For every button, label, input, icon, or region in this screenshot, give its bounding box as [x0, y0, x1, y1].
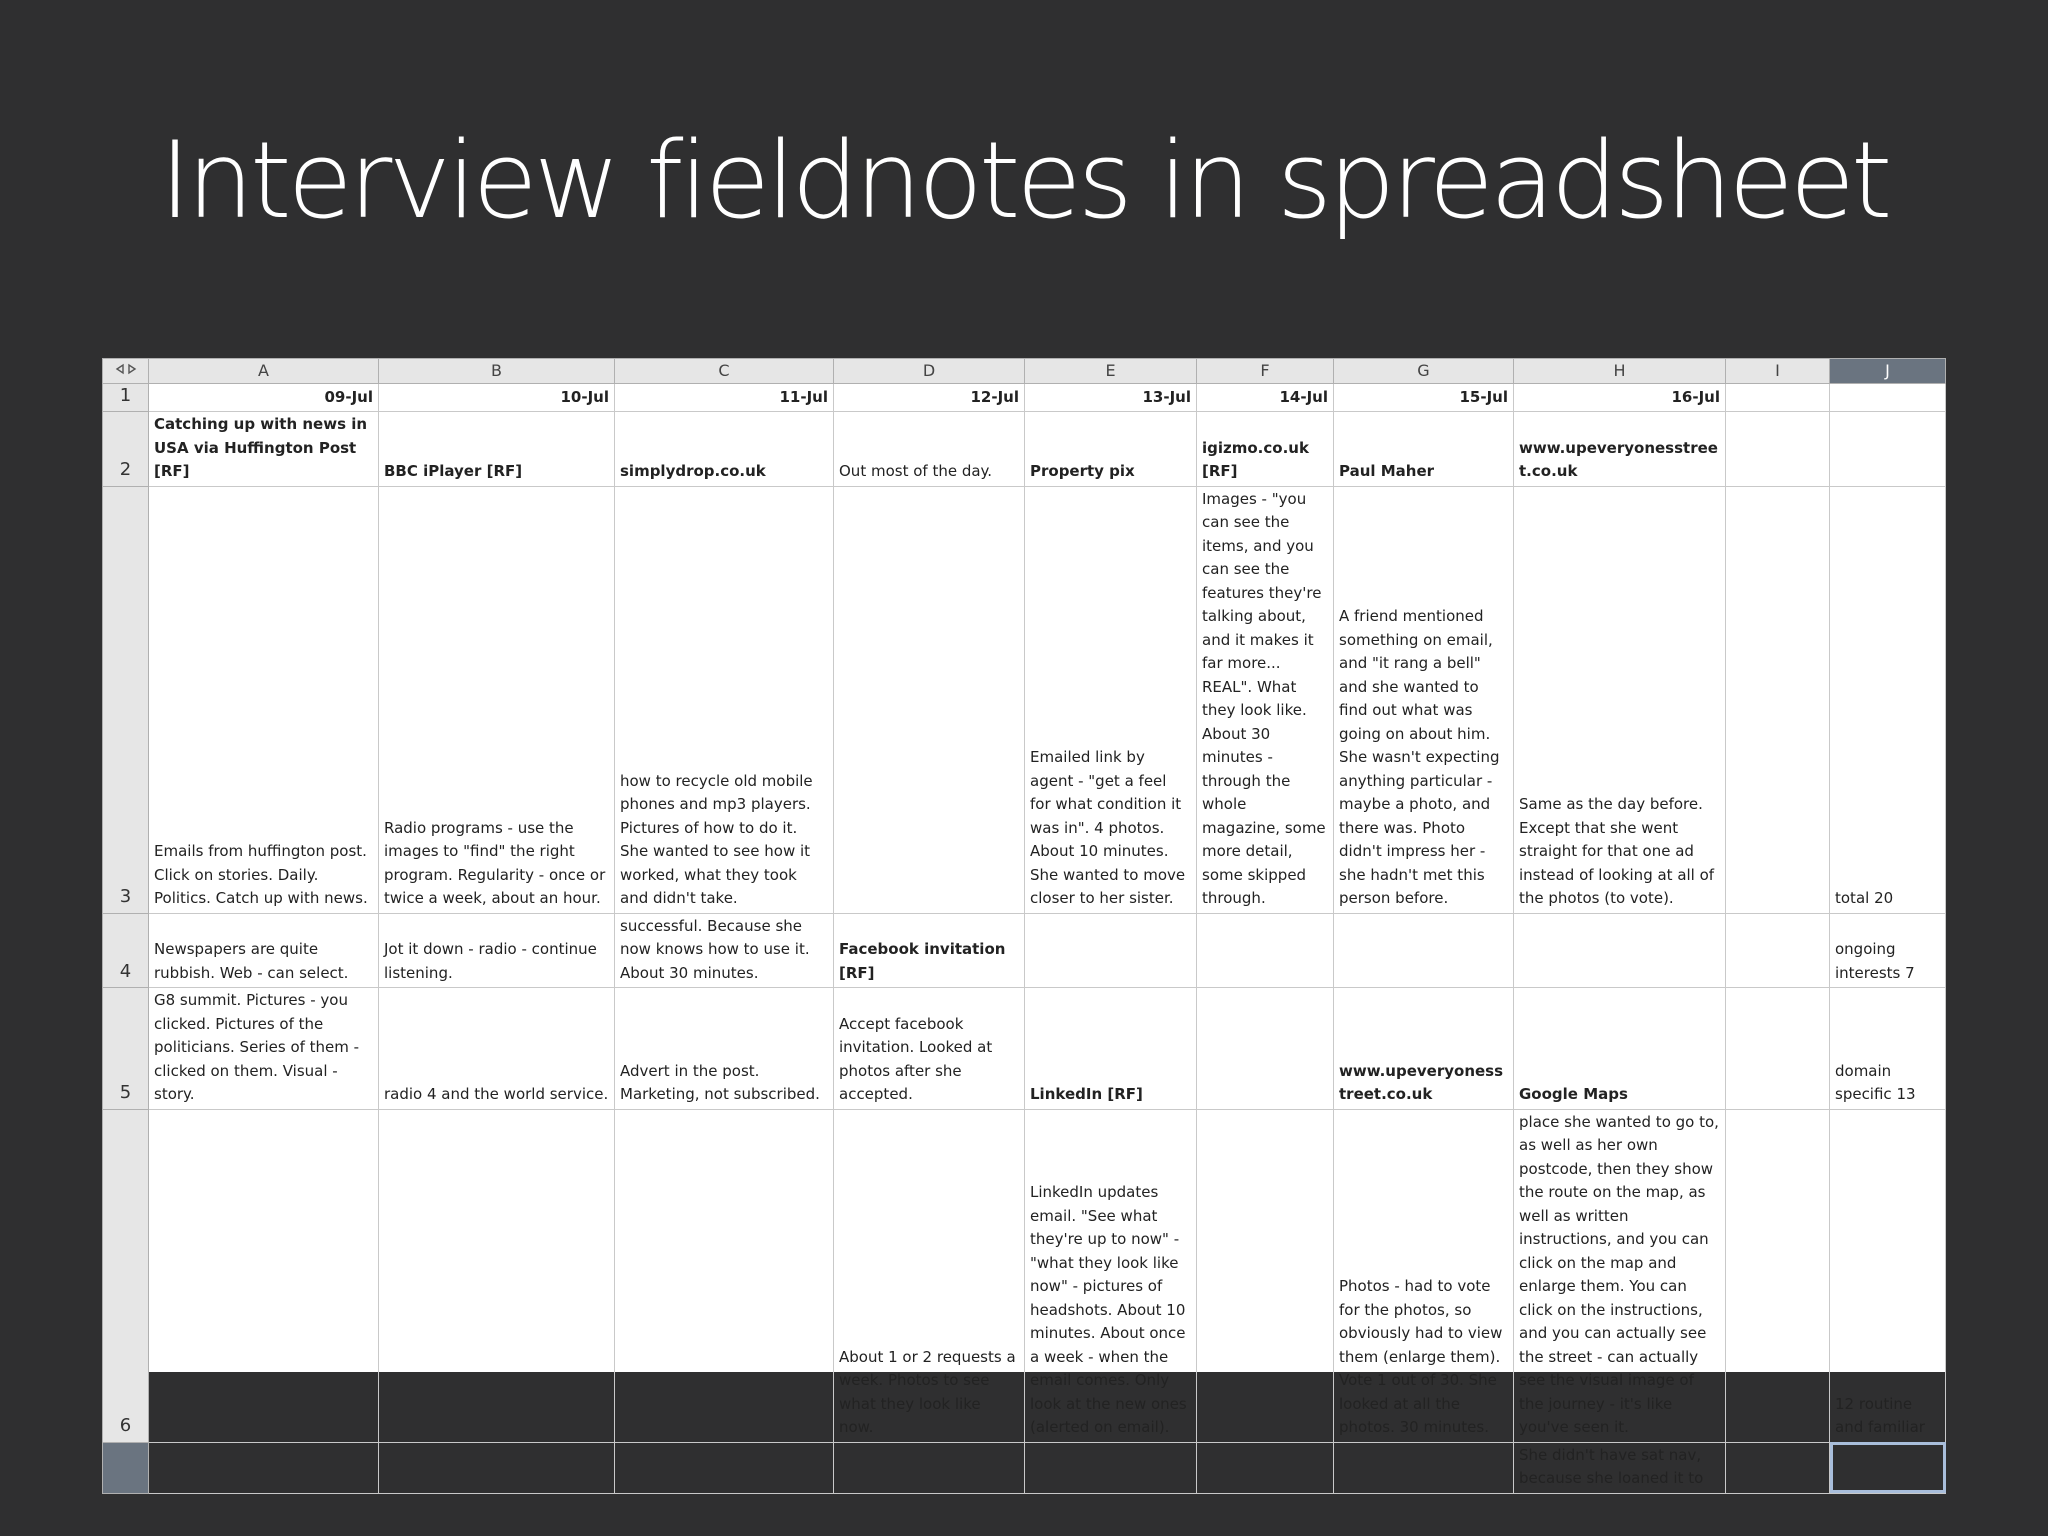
- cell-c2[interactable]: simplydrop.co.uk: [615, 412, 834, 487]
- cell-j7[interactable]: [1830, 1442, 1946, 1493]
- cell-d1[interactable]: 12-Jul: [834, 383, 1025, 412]
- cell-b3[interactable]: Radio programs - use the images to "find" the right program. Regularity - once or twice a week, about an hour.: [379, 486, 615, 913]
- cell-g3[interactable]: A friend mentioned something on email, and "it rang a bell" and she wanted to find out what was going on about him. She wasn't expecting anything particular - maybe a photo, and there was. Photo didn't impress her - she hadn't met this person before.: [1334, 486, 1514, 913]
- cell-f7[interactable]: [1197, 1442, 1334, 1493]
- cell-b6[interactable]: [379, 1109, 615, 1442]
- row-header-5[interactable]: 5: [103, 988, 149, 1110]
- slide-title: Interview fieldnotes in spreadsheet: [159, 119, 1889, 242]
- cell-j5[interactable]: domain specific 13: [1830, 988, 1946, 1110]
- cell-f5[interactable]: [1197, 988, 1334, 1110]
- column-header-j[interactable]: J: [1830, 359, 1946, 384]
- row-header-3[interactable]: 3: [103, 486, 149, 913]
- cell-a4[interactable]: Newspapers are quite rubbish. Web - can select.: [149, 913, 379, 988]
- row-header-4[interactable]: 4: [103, 913, 149, 988]
- cell-i3[interactable]: [1726, 486, 1830, 913]
- cell-j3[interactable]: total 20: [1830, 486, 1946, 913]
- select-all-corner[interactable]: [103, 359, 149, 384]
- column-header-d[interactable]: D: [834, 359, 1025, 384]
- cell-g7[interactable]: [1334, 1442, 1514, 1493]
- cell-d6[interactable]: About 1 or 2 requests a week. Photos to see what they look like now.: [834, 1109, 1025, 1442]
- spreadsheet-grid: [102, 358, 1946, 1494]
- cell-h4[interactable]: [1514, 913, 1726, 988]
- sheet-row-5: [103, 988, 1946, 1110]
- cell-h1[interactable]: 16-Jul: [1514, 383, 1726, 412]
- cell-e7[interactable]: [1025, 1442, 1197, 1493]
- cell-b4[interactable]: Jot it down - radio - continue listening.: [379, 913, 615, 988]
- cell-f6[interactable]: [1197, 1109, 1334, 1442]
- column-header-g[interactable]: G: [1334, 359, 1514, 384]
- cell-e3[interactable]: Emailed link by agent - "get a feel for what condition it was in". 4 photos. About 10 minutes. She wanted to move closer to her sister.: [1025, 486, 1197, 913]
- cell-f4[interactable]: [1197, 913, 1334, 988]
- row-header-7[interactable]: [103, 1442, 149, 1493]
- column-header-c[interactable]: C: [615, 359, 834, 384]
- cell-h5[interactable]: Google Maps: [1514, 988, 1726, 1110]
- cell-j1[interactable]: [1830, 383, 1946, 412]
- column-header-row: [103, 359, 1946, 384]
- column-header-f[interactable]: F: [1197, 359, 1334, 384]
- cell-g2[interactable]: Paul Maher: [1334, 412, 1514, 487]
- cell-h7[interactable]: She didn't have sat nav, because she loaned it to: [1514, 1442, 1726, 1493]
- cell-d3[interactable]: [834, 486, 1025, 913]
- cell-j6[interactable]: 12 routine and familiar: [1830, 1109, 1946, 1442]
- cell-i6[interactable]: [1726, 1109, 1830, 1442]
- cell-g6[interactable]: Photos - had to vote for the photos, so obviously had to view them (enlarge them). Vote 1 out of 30. She looked at all the photos. 30 minutes.: [1334, 1109, 1514, 1442]
- column-header-h[interactable]: H: [1514, 359, 1726, 384]
- cell-c4[interactable]: successful. Because she now knows how to use it. About 30 minutes.: [615, 913, 834, 988]
- cell-c5[interactable]: Advert in the post. Marketing, not subscribed.: [615, 988, 834, 1110]
- cell-g1[interactable]: 15-Jul: [1334, 383, 1514, 412]
- cell-e5[interactable]: LinkedIn [RF]: [1025, 988, 1197, 1110]
- column-header-b[interactable]: B: [379, 359, 615, 384]
- cell-a1[interactable]: 09-Jul: [149, 383, 379, 412]
- row-header-1[interactable]: 1: [103, 383, 149, 412]
- cell-a6[interactable]: [149, 1109, 379, 1442]
- select-all-icon: [114, 363, 138, 375]
- sheet-row-6: [103, 1109, 1946, 1442]
- cell-d5[interactable]: Accept facebook invitation. Looked at photos after she accepted.: [834, 988, 1025, 1110]
- sheet-row-3: [103, 486, 1946, 913]
- cell-i7[interactable]: [1726, 1442, 1830, 1493]
- cell-a3[interactable]: Emails from huffington post. Click on stories. Daily. Politics. Catch up with news.: [149, 486, 379, 913]
- cell-e6[interactable]: LinkedIn updates email. "See what they're up to now" - "what they look like now" - pictures of headshots. About 10 minutes. About once a week - when the email comes. Only look at the new ones (alerted on email).: [1025, 1109, 1197, 1442]
- cell-a2[interactable]: Catching up with news in USA via Huffington Post [RF]: [149, 412, 379, 487]
- cell-g4[interactable]: [1334, 913, 1514, 988]
- sheet-row-4: [103, 913, 1946, 988]
- cell-i4[interactable]: [1726, 913, 1830, 988]
- sheet-row-2: [103, 412, 1946, 487]
- cell-e2[interactable]: Property pix: [1025, 412, 1197, 487]
- spreadsheet: [102, 358, 1945, 1487]
- cell-b2[interactable]: BBC iPlayer [RF]: [379, 412, 615, 487]
- cell-j4[interactable]: ongoing interests 7: [1830, 913, 1946, 988]
- row-header-2[interactable]: 2: [103, 412, 149, 487]
- cell-c3[interactable]: how to recycle old mobile phones and mp3 players. Pictures of how to do it. She wanted to see how it worked, what they took and didn't take.: [615, 486, 834, 913]
- cell-h3[interactable]: Same as the day before. Except that she went straight for that one ad instead of looking at all of the photos (to vote).: [1514, 486, 1726, 913]
- cell-c6[interactable]: [615, 1109, 834, 1442]
- cell-i1[interactable]: [1726, 383, 1830, 412]
- cell-e4[interactable]: [1025, 913, 1197, 988]
- cell-g5[interactable]: www.upeveryonesstreet.co.uk: [1334, 988, 1514, 1110]
- cell-b1[interactable]: 10-Jul: [379, 383, 615, 412]
- cell-d4[interactable]: Facebook invitation [RF]: [834, 913, 1025, 988]
- cell-f2[interactable]: igizmo.co.uk [RF]: [1197, 412, 1334, 487]
- column-header-a[interactable]: A: [149, 359, 379, 384]
- cell-c7[interactable]: [615, 1442, 834, 1493]
- cell-e1[interactable]: 13-Jul: [1025, 383, 1197, 412]
- column-header-e[interactable]: E: [1025, 359, 1197, 384]
- cell-f3[interactable]: Images - "you can see the items, and you can see the features they're talking about, and it makes it far more... REAL". What they look like. About 30 minutes - through the whole magazine, some more detail, some skipped through.: [1197, 486, 1334, 913]
- sheet-row-7: [103, 1442, 1946, 1493]
- cell-d7[interactable]: [834, 1442, 1025, 1493]
- cell-h6[interactable]: place she wanted to go to, as well as her own postcode, then they show the route on the map, as well as written instructions, and you can click on the map and enlarge them. You can click on the instructions, and you can actually see the street - can actually see the visual image of the journey - it's like you've seen it.: [1514, 1109, 1726, 1442]
- cell-c1[interactable]: 11-Jul: [615, 383, 834, 412]
- cell-b5[interactable]: radio 4 and the world service.: [379, 988, 615, 1110]
- cell-i5[interactable]: [1726, 988, 1830, 1110]
- cell-h2[interactable]: www.upeveryonesstreet.co.uk: [1514, 412, 1726, 487]
- cell-b7[interactable]: [379, 1442, 615, 1493]
- cell-i2[interactable]: [1726, 412, 1830, 487]
- column-header-i[interactable]: I: [1726, 359, 1830, 384]
- cell-j2[interactable]: [1830, 412, 1946, 487]
- sheet-row-1: [103, 383, 1946, 412]
- row-header-6[interactable]: 6: [103, 1109, 149, 1442]
- cell-a5[interactable]: G8 summit. Pictures - you clicked. Pictures of the politicians. Series of them - clicked on them. Visual - story.: [149, 988, 379, 1110]
- cell-a7[interactable]: [149, 1442, 379, 1493]
- cell-f1[interactable]: 14-Jul: [1197, 383, 1334, 412]
- cell-d2[interactable]: Out most of the day.: [834, 412, 1025, 487]
